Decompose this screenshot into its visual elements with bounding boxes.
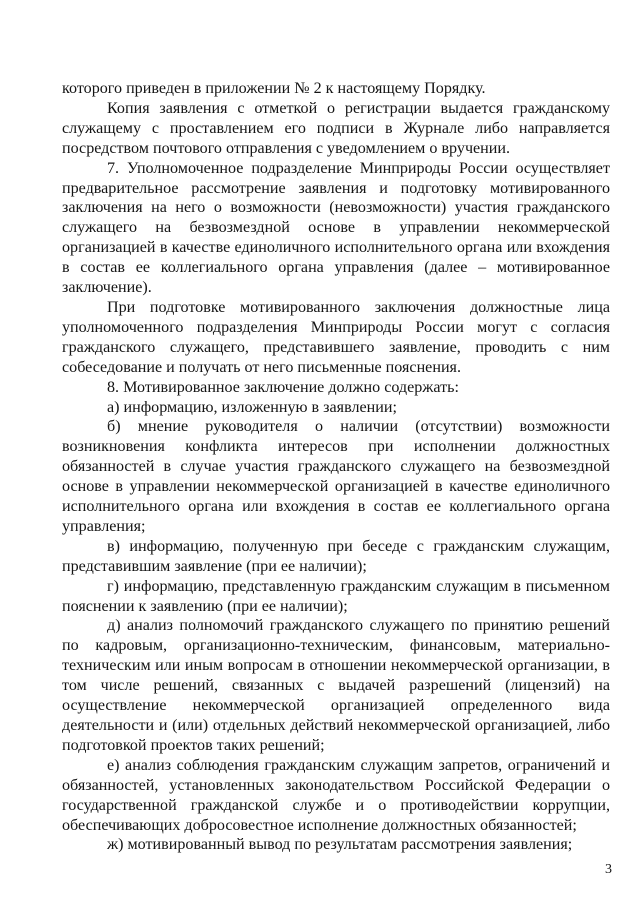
subitem-g: г) информацию, представленную гражданским служащим в письменном пояснении к заявлению (при ее наличии);	[62, 577, 610, 615]
paragraph-preparation: При подготовке мотивированного заключения должностные лица уполномоченного подразделения Минприроды России могут с согласия гражданского служащего, представившего заявление, проводить с ним собеседование и получать от него письменные пояснения.	[62, 298, 610, 376]
subitem-b: б) мнение руководителя о наличии (отсутствии) возможности возникновения конфликта интересов при исполнении должностных обязанностей в случае участия гражданского служащего на безвозмездной основе в управлении некоммерческой организацией в качестве единоличного исполнительного органа или вхождения в состав ее коллегиального органа управления;	[62, 418, 610, 535]
paragraph-copy-of-application: Копия заявления с отметкой о регистрации выдается гражданскому служащему с проставлением его подписи в Журнале либо направляется посредством почтового отправления с уведомлением о вручении.	[62, 99, 610, 157]
subitem-e: е) анализ соблюдения гражданским служащим запретов, ограничений и обязанностей, установленных законодательством Российской Федерации о государственной гражданской службе и о противодействии коррупции, обеспечивающих добросовестное исполнение должностных обязанностей;	[62, 756, 610, 834]
paragraph-item-7: 7. Уполномоченное подразделение Минприроды России осуществляет предварительное рассмотрение заявления и подготовку мотивированного заключения на него о возможности (невозможности) участия гражданского служащего на безвозмездной основе в управлении некоммерческой организацией в качестве единоличного исполнительного органа или вхождения в состав ее коллегиального органа управления (далее – мотивированное заключение).	[62, 159, 610, 297]
paragraph-continuation: которого приведен в приложении № 2 к настоящему Порядку.	[62, 80, 486, 97]
subitem-a: а) информацию, изложенную в заявлении;	[107, 398, 397, 416]
subitem-d: д) анализ полномочий гражданского служащего по принятию решений по кадровым, организационно-техническим, финансовым, материально-техническим или иным вопросам в отношении некоммерческой организации, в том числе решений, связанных с выдачей разрешений (лицензий) на осуществление некоммерческой организацией определенного вида деятельности и (или) отдельных действий некоммерческой организацией, либо подготовкой проектов таких решений;	[62, 617, 610, 754]
paragraph-item-8: 8. Мотивированное заключение должно содержать:	[107, 378, 459, 396]
subitem-zh: ж) мотивированный вывод по результатам рассмотрения заявления;	[107, 836, 573, 854]
document-body	[62, 79, 610, 855]
page-number: 3	[605, 862, 612, 877]
subitem-v: в) информацию, полученную при беседе с гражданским служащим, представившим заявление (при ее наличии);	[62, 537, 610, 575]
